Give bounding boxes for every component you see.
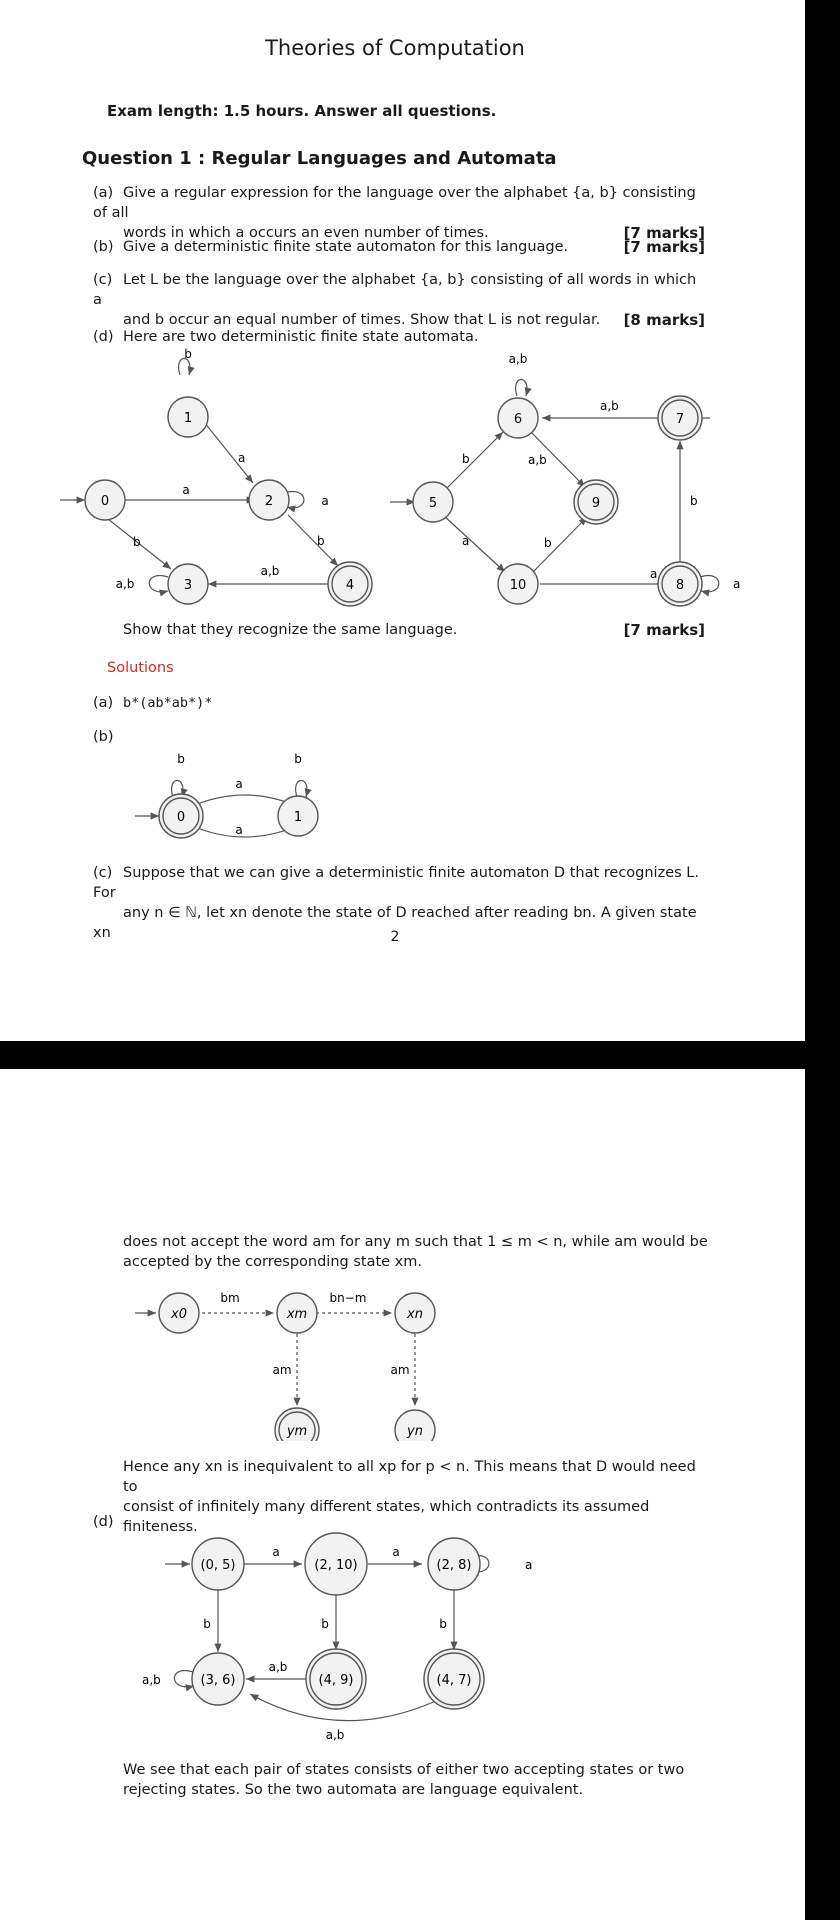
edge-label-6-9: a,b bbox=[528, 453, 547, 467]
state-label-b1: 1 bbox=[293, 810, 303, 825]
loop-label-28: a bbox=[525, 1558, 533, 1572]
edge-label-5-6: b bbox=[462, 452, 470, 466]
solution-a-regex: b*(ab*ab*)* bbox=[123, 695, 213, 711]
loop-label-6: a,b bbox=[508, 352, 528, 366]
state-label-47: (4, 7) bbox=[436, 1673, 472, 1688]
solution-c-continued bbox=[123, 1232, 713, 1272]
solution-d-label: (d) bbox=[93, 1514, 114, 1530]
state-label-0: 0 bbox=[100, 494, 110, 509]
solution-c-line3: does not accept the word am for any m such that 1 ≤ m < n, while am would be bbox=[123, 1234, 708, 1250]
solution-c-line1: Suppose that we can give a deterministic finite automaton D that recognizes L. For bbox=[93, 865, 699, 901]
edge-label-5-10: a bbox=[462, 534, 470, 548]
state-label-4: 4 bbox=[345, 578, 355, 593]
state-label-yn: yn bbox=[407, 1424, 423, 1439]
loop-label-36: a,b bbox=[142, 1673, 161, 1687]
state-label-6: 6 bbox=[513, 412, 523, 427]
edge-label-10-9: b bbox=[544, 536, 552, 550]
solution-c-line5: Hence any xn is inequivalent to all xp for p < n. This means that D would need to bbox=[123, 1459, 696, 1495]
page-title: Theories of Computation bbox=[265, 36, 525, 60]
automaton-c-diagram bbox=[130, 1276, 460, 1441]
part-b-marks: [7 marks] bbox=[623, 238, 705, 256]
edge-label-2-4: b bbox=[317, 534, 325, 548]
solution-c-label: (c) bbox=[93, 865, 113, 881]
edge-10-9 bbox=[533, 517, 587, 572]
edge-label-4-3: a,b bbox=[260, 564, 280, 578]
edge-label-210-49: b bbox=[321, 1617, 329, 1631]
loop-label-8: a bbox=[733, 577, 741, 591]
loop-label-b0: b bbox=[177, 752, 185, 766]
page-number: 2 bbox=[390, 929, 400, 945]
edge-5-6 bbox=[445, 432, 503, 490]
state-label-3: 3 bbox=[183, 578, 193, 593]
state-label-7: 7 bbox=[675, 412, 685, 427]
exam-length: Exam length: 1.5 hours. Answer all questions. bbox=[107, 102, 497, 120]
edge-label-xm-ym: am bbox=[272, 1363, 292, 1377]
edge-label-xn-yn: am bbox=[390, 1363, 410, 1377]
part-d-marks: [7 marks] bbox=[623, 621, 705, 639]
edge-1-2 bbox=[200, 417, 253, 483]
part-c-line2: and b occur an equal number of times. Show that L is not regular. bbox=[123, 312, 601, 328]
state-label-210: (2, 10) bbox=[314, 1558, 358, 1573]
solution-a bbox=[93, 693, 212, 713]
state-label-5: 5 bbox=[428, 496, 438, 511]
loop-36 bbox=[174, 1671, 194, 1687]
state-label-36: (3, 6) bbox=[200, 1673, 236, 1688]
edge-label-05-210: a bbox=[272, 1545, 280, 1559]
edge-label-0-2: a bbox=[182, 483, 190, 497]
state-label-xm: xm bbox=[286, 1307, 308, 1322]
part-b-line1: Give a deterministic finite state automaton for this language. bbox=[123, 239, 569, 255]
edge-label-x0-xm: bm bbox=[220, 1291, 240, 1305]
automaton-b-diagram bbox=[125, 745, 345, 840]
part-a-line1: Give a regular expression for the language over the alphabet {a, b} consisting of all bbox=[93, 185, 696, 221]
part-a-marks: [7 marks] bbox=[623, 224, 705, 242]
state-label-2: 2 bbox=[264, 494, 274, 509]
loop-label-b1: b bbox=[294, 752, 302, 766]
state-label-10: 10 bbox=[509, 578, 527, 593]
edge-2-4 bbox=[288, 515, 338, 566]
part-b-label: (b) bbox=[93, 239, 114, 255]
loop-label-3: a,b bbox=[115, 577, 135, 591]
part-d-label: (d) bbox=[93, 329, 114, 345]
state-label-xn: xn bbox=[407, 1307, 423, 1322]
edge-label-28-47: b bbox=[439, 1617, 447, 1631]
state-label-28: (2, 8) bbox=[436, 1558, 472, 1573]
question-heading: Question 1 : Regular Languages and Automata bbox=[82, 148, 557, 169]
question-part-d-show bbox=[123, 620, 705, 640]
edge-label-1-2: a bbox=[238, 451, 246, 465]
question-part-a bbox=[93, 183, 705, 243]
solution-c-line6: consist of infinitely many different states, which contradicts its assumed finiteness. bbox=[123, 1499, 650, 1535]
exam-page-2 bbox=[0, 1069, 805, 1920]
state-label-05: (0, 5) bbox=[200, 1558, 236, 1573]
solution-d-line1: We see that each pair of states consists of either two accepting states or two bbox=[123, 1762, 685, 1778]
edge-label-49-36: a,b bbox=[268, 1660, 288, 1674]
loop-b1 bbox=[296, 781, 307, 798]
state-label-1: 1 bbox=[183, 411, 193, 426]
question-part-d bbox=[93, 327, 705, 347]
part-a-line2: words in which a occurs an even number of times. bbox=[123, 225, 489, 241]
automaton-1 bbox=[60, 347, 372, 606]
state-label-8: 8 bbox=[675, 578, 685, 593]
loop-3 bbox=[149, 576, 168, 592]
edge-label-0-1: a bbox=[235, 777, 243, 791]
state-label-b0: 0 bbox=[176, 810, 186, 825]
edge-label-47-36: a,b bbox=[325, 1728, 345, 1742]
solution-c-line2: any n ∈ ℕ, let xn denote the state of D reached after reading bn. A given state xn bbox=[93, 905, 697, 941]
part-a-label: (a) bbox=[93, 185, 114, 201]
question-part-b bbox=[93, 237, 705, 257]
loop-6 bbox=[516, 380, 527, 397]
solution-a-label: (a) bbox=[93, 695, 114, 711]
automata-diagram-d bbox=[55, 345, 765, 610]
part-d-show-text: Show that they recognize the same language. bbox=[123, 622, 458, 638]
part-c-label: (c) bbox=[93, 272, 113, 288]
part-c-marks: [8 marks] bbox=[623, 311, 705, 329]
state-label-ym: ym bbox=[286, 1424, 308, 1439]
part-c-line1: Let L be the language over the alphabet {a, b} consisting of all words in which a bbox=[93, 272, 697, 308]
loop-label-2: a bbox=[321, 494, 329, 508]
edge-5-10 bbox=[443, 515, 505, 572]
edge-label-0-3: b bbox=[133, 535, 141, 549]
state-label-49: (4, 9) bbox=[318, 1673, 354, 1688]
state-label-9: 9 bbox=[591, 496, 601, 511]
part-d-line1: Here are two deterministic finite state automata. bbox=[123, 329, 479, 345]
loop-label-1: b bbox=[184, 347, 192, 361]
state-label-x0: x0 bbox=[171, 1307, 187, 1322]
edge-label-10-8: a bbox=[650, 567, 658, 581]
question-part-c bbox=[93, 270, 705, 330]
edge-label-1-0: a bbox=[235, 823, 243, 837]
automaton-d-diagram bbox=[120, 1524, 550, 1744]
solution-d-conclusion bbox=[123, 1760, 713, 1800]
edge-label-05-36: b bbox=[203, 1617, 211, 1631]
edge-label-7-6: a,b bbox=[600, 399, 619, 413]
edge-label-8-7: b bbox=[690, 494, 698, 508]
solution-b-label: (b) bbox=[93, 729, 114, 745]
automaton-2 bbox=[390, 352, 740, 606]
loop-8 bbox=[700, 576, 719, 592]
solution-c-line4: accepted by the corresponding state xm. bbox=[123, 1254, 422, 1270]
edge-label-xm-xn: bn−m bbox=[329, 1291, 367, 1305]
edge-label-210-28: a bbox=[392, 1545, 400, 1559]
solution-d-line2: rejecting states. So the two automata are language equivalent. bbox=[123, 1782, 584, 1798]
solutions-heading: Solutions bbox=[107, 660, 174, 676]
